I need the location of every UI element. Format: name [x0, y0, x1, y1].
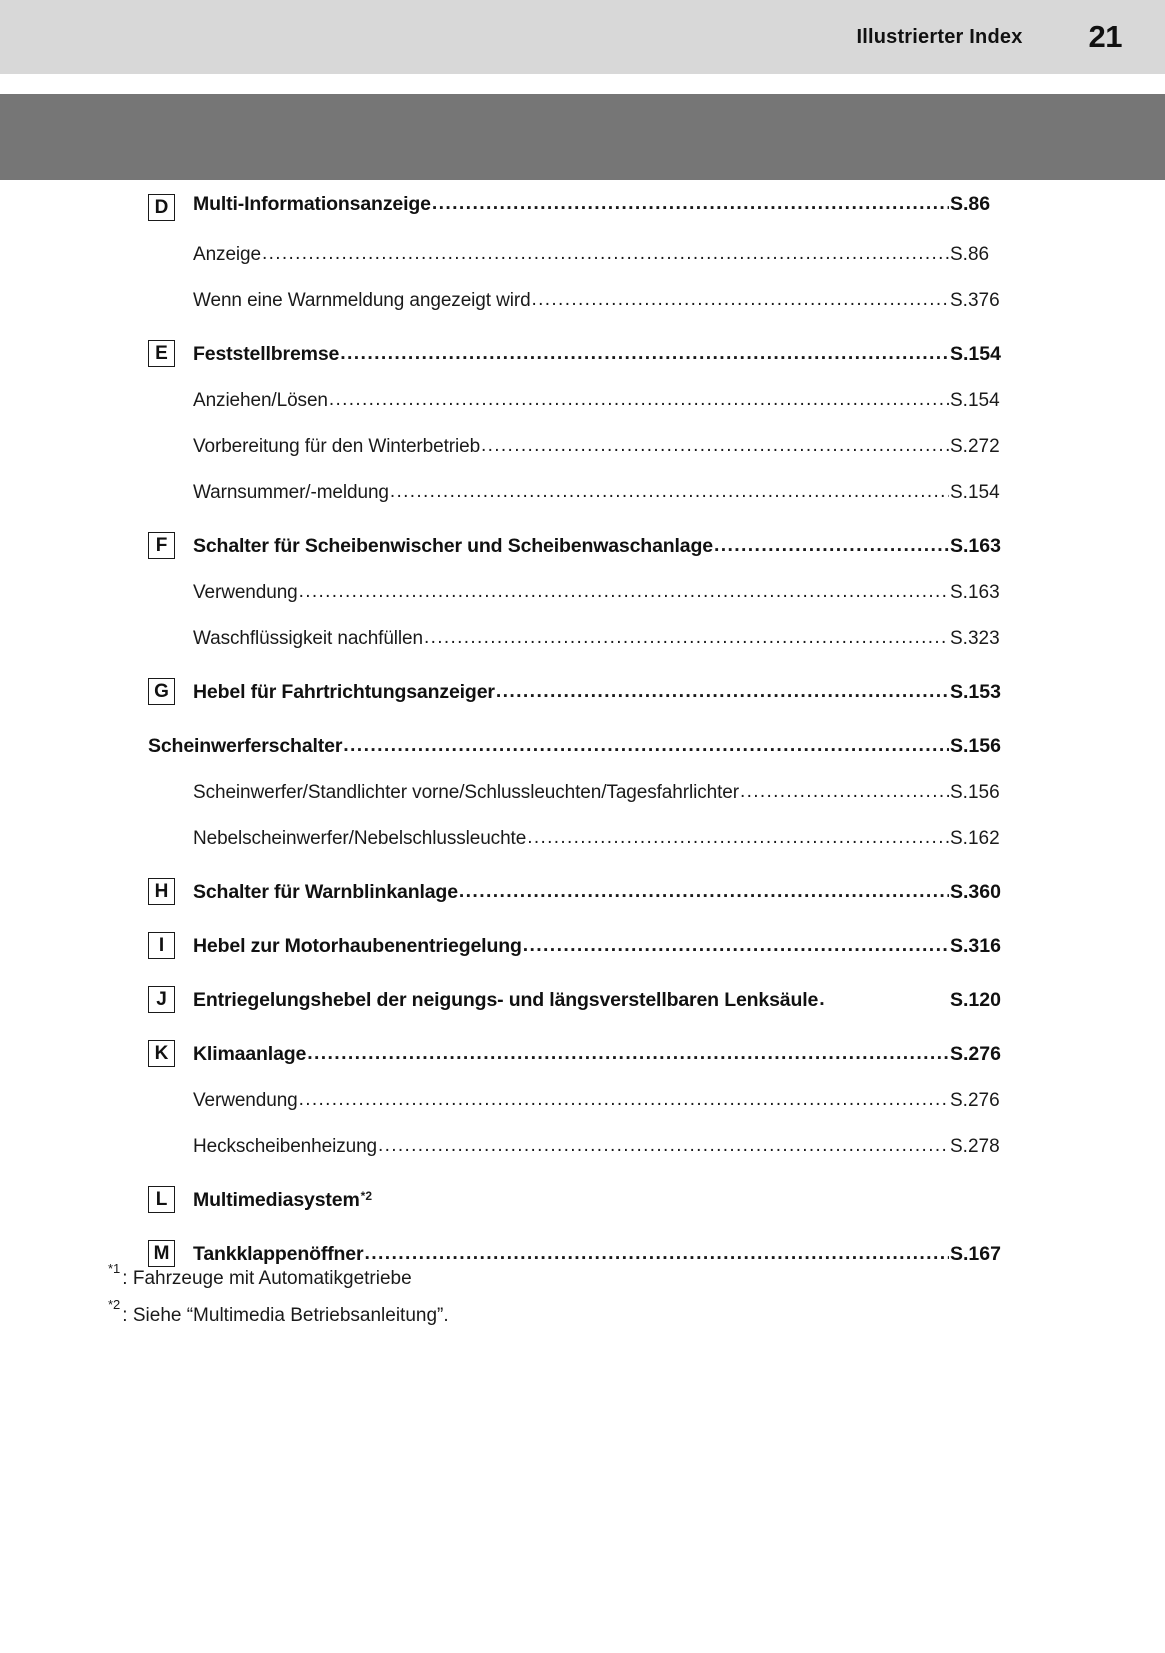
entry-label-wrap — [193, 935, 950, 958]
dot-leader — [390, 482, 949, 503]
index-heading-row[interactable] — [0, 180, 1165, 234]
entry-label-wrap — [193, 881, 950, 904]
entry-label-wrap — [193, 244, 950, 266]
dot-leader — [299, 582, 949, 603]
entry-label: Schalter für Scheibenwischer und Scheibenwaschanlage — [193, 535, 713, 557]
entry-page-reference[interactable] — [950, 989, 1165, 1012]
letter-badge-k: K — [148, 1040, 175, 1067]
illustrated-index-list — [0, 180, 1165, 1280]
entry-label-wrap — [193, 1090, 950, 1112]
index-heading-row[interactable] — [0, 918, 1165, 972]
dot-leader — [424, 628, 949, 649]
dot-leader — [459, 881, 949, 903]
page-header — [0, 0, 1165, 74]
entry-label: Scheinwerferschalter — [148, 735, 343, 757]
dot-leader — [378, 1136, 949, 1157]
dot-leader — [307, 1043, 949, 1065]
entry-page-reference[interactable] — [950, 828, 1165, 850]
entry-page-reference[interactable] — [950, 735, 1165, 758]
entry-page-reference[interactable] — [950, 290, 1165, 312]
entry-label: Multi-Informationsanzeige — [193, 193, 431, 215]
dot-leader — [299, 1090, 949, 1111]
letter-badge-g: G — [148, 678, 175, 705]
entry-page-reference-text: S.376 — [950, 290, 1000, 311]
entry-page-reference[interactable] — [950, 681, 1165, 704]
entry-page-reference[interactable] — [950, 935, 1165, 958]
index-heading-row[interactable] — [0, 864, 1165, 918]
entry-label: Anzeige — [193, 244, 261, 265]
entry-page-reference-text: S.162 — [950, 828, 1000, 849]
entry-label-wrap — [193, 628, 950, 650]
entry-page-reference-text: S.163 — [950, 582, 1000, 603]
index-subentry-row[interactable] — [0, 280, 1165, 326]
page-number: 21 — [1088, 19, 1122, 54]
entry-label-wrap — [193, 193, 950, 216]
entry-page-reference[interactable] — [950, 881, 1165, 904]
entry-label: Klimaanlage — [193, 1043, 307, 1065]
letter-badge-f: F — [148, 532, 175, 559]
entry-label: Feststellbremse — [193, 343, 340, 365]
index-heading-row[interactable] — [0, 664, 1165, 718]
entry-page-reference-text: S.86 — [950, 193, 991, 215]
entry-label-wrap — [193, 989, 950, 1012]
letter-badge-j: J — [148, 986, 175, 1013]
dot-leader — [343, 735, 949, 757]
entry-page-reference-text: S.154 — [950, 343, 1001, 365]
entry-label: Wenn eine Warnmeldung angezeigt wird — [193, 290, 531, 311]
footnote-marker: *1 — [108, 1261, 121, 1276]
entry-page-reference[interactable] — [950, 535, 1165, 558]
footnote-text: : Fahrzeuge mit Automatikgetriebe — [122, 1268, 412, 1290]
entry-label: Scheinwerfer/Standlichter vorne/Schlussleuchten/Tagesfahrlichter — [193, 782, 739, 803]
entry-label: Hebel zur Motorhaubenentriegelung — [193, 935, 522, 957]
entry-page-reference[interactable] — [950, 1189, 1165, 1212]
entry-page-reference-text: S.276 — [950, 1043, 1001, 1065]
footnote-text: : Siehe “Multimedia Betriebsanleitung”. — [122, 1304, 449, 1326]
letter-badge-d: D — [148, 194, 175, 221]
entry-label-wrap — [193, 390, 950, 412]
entry-label-wrap — [193, 681, 950, 704]
entry-label-wrap — [193, 290, 950, 312]
index-subentry-row[interactable] — [0, 618, 1165, 664]
index-subentry-row[interactable] — [0, 1126, 1165, 1172]
entry-page-reference-text: S.86 — [950, 244, 990, 265]
entry-page-reference-text: S.323 — [950, 628, 1000, 649]
entry-label: Waschflüssigkeit nachfüllen — [193, 628, 423, 649]
footnote — [108, 1258, 1008, 1294]
index-subentry-row[interactable] — [0, 772, 1165, 818]
entry-label-wrap — [193, 343, 950, 366]
entry-label-wrap — [193, 828, 950, 850]
dot-leader — [496, 681, 949, 703]
entry-label-wrap — [193, 535, 950, 558]
entry-label-wrap — [193, 582, 950, 604]
entry-label-wrap — [193, 436, 950, 458]
entry-label: Hebel für Fahrtrichtungsanzeiger — [193, 681, 495, 703]
entry-page-reference-text: S.276 — [950, 1090, 1000, 1111]
dot-leader — [481, 436, 949, 457]
letter-badge-e: E — [148, 340, 175, 367]
index-heading-row[interactable] — [0, 518, 1165, 572]
entry-page-reference-text: S.154 — [950, 482, 1000, 503]
entry-label: Warnsummer/-meldung — [193, 482, 389, 503]
entry-label-wrap — [193, 482, 950, 504]
index-subentry-row[interactable] — [0, 380, 1165, 426]
letter-badge-m: M — [148, 1240, 175, 1267]
dot-leader — [532, 290, 949, 311]
dot-leader — [432, 193, 949, 215]
footnote-list — [108, 1258, 1008, 1331]
entry-label: Verwendung — [193, 1090, 298, 1111]
index-heading-row[interactable] — [0, 326, 1165, 380]
dot-leader — [329, 390, 949, 411]
index-subentry-row[interactable] — [0, 234, 1165, 280]
index-subentry-row[interactable] — [0, 1080, 1165, 1126]
entry-label: Schalter für Warnblinkanlage — [193, 881, 458, 903]
entry-page-reference[interactable] — [950, 193, 1165, 216]
index-heading-row[interactable] — [0, 972, 1165, 1026]
entry-page-reference[interactable] — [950, 343, 1165, 366]
entry-page-reference-text: S.360 — [950, 881, 1001, 903]
footnote-marker: *2 — [108, 1297, 121, 1313]
letter-badge-l: L — [148, 1186, 175, 1213]
entry-page-reference-text: S.120 — [950, 989, 1001, 1011]
entry-label-wrap — [148, 735, 950, 758]
entry-label-wrap: Multimediasystem *2 — [193, 1189, 372, 1211]
index-subentry-row[interactable] — [0, 818, 1165, 864]
entry-page-reference[interactable] — [950, 482, 1165, 504]
dot-leader — [714, 535, 949, 557]
dot-leader — [340, 343, 949, 365]
entry-page-reference[interactable] — [950, 244, 1165, 266]
entry-page-reference[interactable] — [950, 1090, 1165, 1112]
entry-page-reference[interactable] — [950, 1043, 1165, 1066]
entry-page-reference[interactable] — [950, 436, 1165, 458]
dot-leader — [523, 935, 949, 957]
entry-label: Entriegelungshebel der neigungs- und längsverstellbaren Lenksäule — [193, 989, 819, 1011]
entry-page-reference[interactable] — [950, 390, 1165, 412]
dot-leader — [740, 782, 949, 803]
index-heading-row[interactable] — [0, 718, 1165, 772]
entry-label: Tankklappenöffner — [193, 1243, 364, 1265]
entry-page-reference-text: S.156 — [950, 782, 1000, 803]
entry-page-reference-text: S.272 — [950, 436, 1000, 457]
entry-label: Heckscheibenheizung — [193, 1136, 377, 1157]
entry-page-reference-text: S.163 — [950, 535, 1001, 557]
entry-label: Vorbereitung für den Winterbetrieb — [193, 436, 481, 457]
entry-label: Multimediasystem — [193, 1189, 360, 1211]
entry-page-reference-text: S.316 — [950, 935, 1001, 957]
index-subentry-row[interactable] — [0, 472, 1165, 518]
entry-page-reference-text: S.153 — [950, 681, 1001, 703]
entry-label-wrap — [193, 1136, 950, 1158]
entry-label: Verwendung — [193, 582, 298, 603]
letter-badge-i: I — [148, 932, 175, 959]
page-header-title: Illustrierter Index — [856, 25, 1023, 48]
index-heading-row[interactable] — [0, 1026, 1165, 1080]
dot-leader — [262, 244, 949, 265]
entry-label: Anziehen/Lösen — [193, 390, 328, 411]
entry-page-reference[interactable] — [950, 782, 1165, 804]
entry-label-wrap — [193, 782, 950, 804]
footnote — [108, 1294, 1008, 1330]
letter-badge-h: H — [148, 878, 175, 905]
entry-label: Nebelscheinwerfer/Nebelschlussleuchte — [193, 828, 527, 849]
header-dark-band — [0, 94, 1165, 180]
index-heading-row[interactable] — [0, 1172, 1165, 1226]
entry-label-wrap — [193, 1043, 950, 1066]
entry-page-reference-text: S.156 — [950, 735, 1001, 757]
entry-page-reference-text: S.167 — [950, 1243, 1001, 1265]
index-subentry-row[interactable] — [0, 426, 1165, 472]
entry-page-reference[interactable] — [950, 1136, 1165, 1158]
dot-leader — [819, 989, 949, 1011]
entry-page-reference-text: S.154 — [950, 390, 1000, 411]
index-subentry-row[interactable] — [0, 572, 1165, 618]
dot-leader — [527, 828, 949, 849]
entry-page-reference-text: S.278 — [950, 1136, 1000, 1157]
entry-page-reference[interactable] — [950, 628, 1165, 650]
entry-page-reference[interactable] — [950, 582, 1165, 604]
